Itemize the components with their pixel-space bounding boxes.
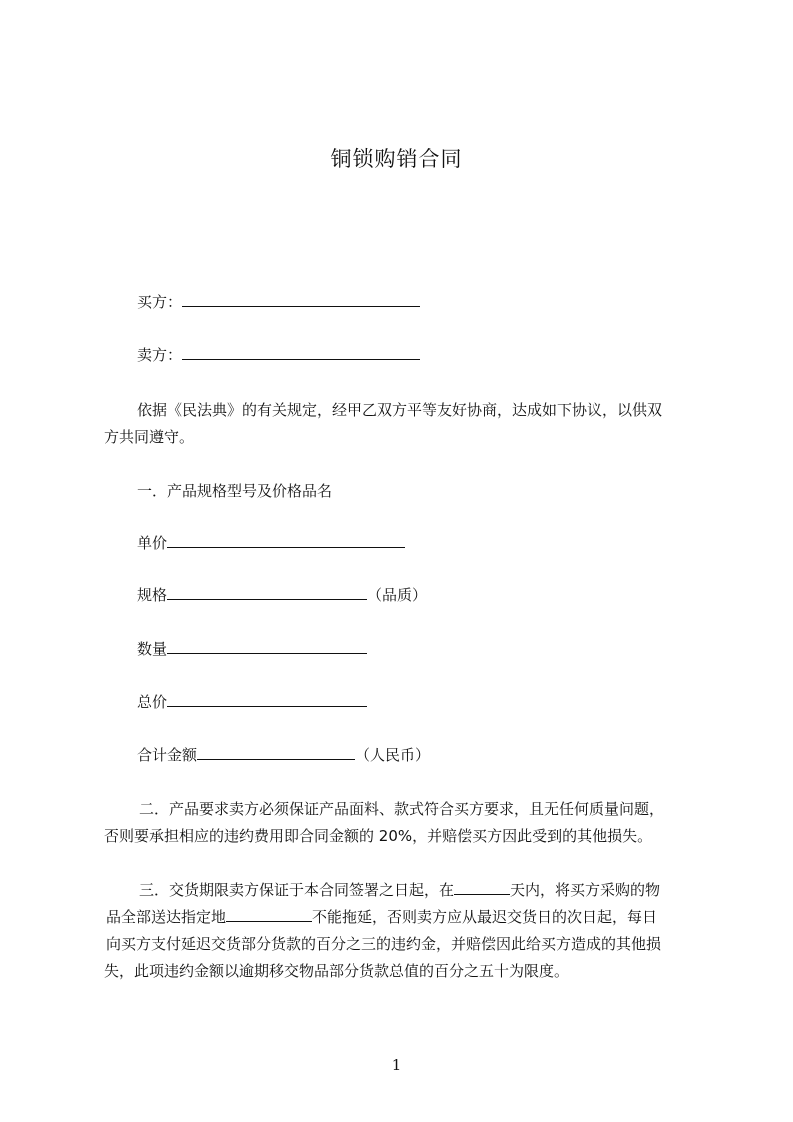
page-title: 铜锁购销合同 <box>330 147 463 171</box>
section-3-line-2-a: 品全部送达指定地 <box>106 908 227 926</box>
section-3-line-1-b: 天内，将买方采购的物 <box>510 881 661 899</box>
sum-amount-suffix: （人民币） <box>355 746 431 764</box>
sum-amount-line <box>137 745 430 765</box>
buyer-label: 买方： <box>137 293 183 311</box>
section-3-line-2 <box>106 907 706 927</box>
intro-line-1: 依据《民法典》的有关规定，经甲乙双方平等友好协商，达成如下协议，以供双 <box>137 401 663 419</box>
quantity-blank <box>167 639 367 654</box>
section-2-line-1: 二．产品要求卖方必须保证产品面料、款式符合买方要求，且无任何质量问题， <box>139 800 665 818</box>
section-3-line-3: 向买方支付延迟交货部分货款的百分之三的违约金，并赔偿因此给买方造成的其他损 <box>106 935 662 953</box>
sum-amount-blank <box>197 745 355 760</box>
total-price-line <box>137 692 367 712</box>
unit-price-blank <box>167 533 405 548</box>
total-price-label: 总价 <box>137 693 168 711</box>
spec-blank <box>167 585 367 600</box>
buyer-line <box>137 292 420 312</box>
delivery-days-blank <box>454 880 510 895</box>
seller-line <box>137 345 420 365</box>
spec-line <box>137 585 427 605</box>
section-3-line-2-b: 不能拖延，否则卖方应从最迟交货日的次日起，每日 <box>312 908 658 926</box>
quantity-label: 数量 <box>137 640 168 658</box>
total-price-blank <box>167 692 367 707</box>
sum-amount-label: 合计金额 <box>137 746 198 764</box>
quantity-line <box>137 639 367 659</box>
seller-blank <box>182 345 420 360</box>
section-3-line-4: 失，此项违约金额以逾期移交物品部分货款总值的百分之五十为限度。 <box>104 962 570 980</box>
unit-price-line <box>137 533 405 553</box>
section-2-line-2: 否则要承担相应的违约费用即合同金额的 20%，并赔偿买方因此受到的其他损失。 <box>104 827 653 845</box>
spec-label: 规格 <box>137 586 168 604</box>
section-3-line-1 <box>139 880 739 900</box>
unit-price-label: 单价 <box>137 534 168 552</box>
intro-line-2: 方共同遵守。 <box>104 428 195 446</box>
section-3-line-1-a: 三．交货期限卖方保证于本合同签署之日起，在 <box>139 881 455 899</box>
section-1-heading: 一．产品规格型号及价格品名 <box>137 482 333 500</box>
buyer-blank <box>182 292 420 307</box>
delivery-place-blank <box>226 907 312 922</box>
page-number: 1 <box>391 1056 402 1074</box>
spec-suffix: （品质） <box>367 586 428 604</box>
seller-label: 卖方： <box>137 346 183 364</box>
